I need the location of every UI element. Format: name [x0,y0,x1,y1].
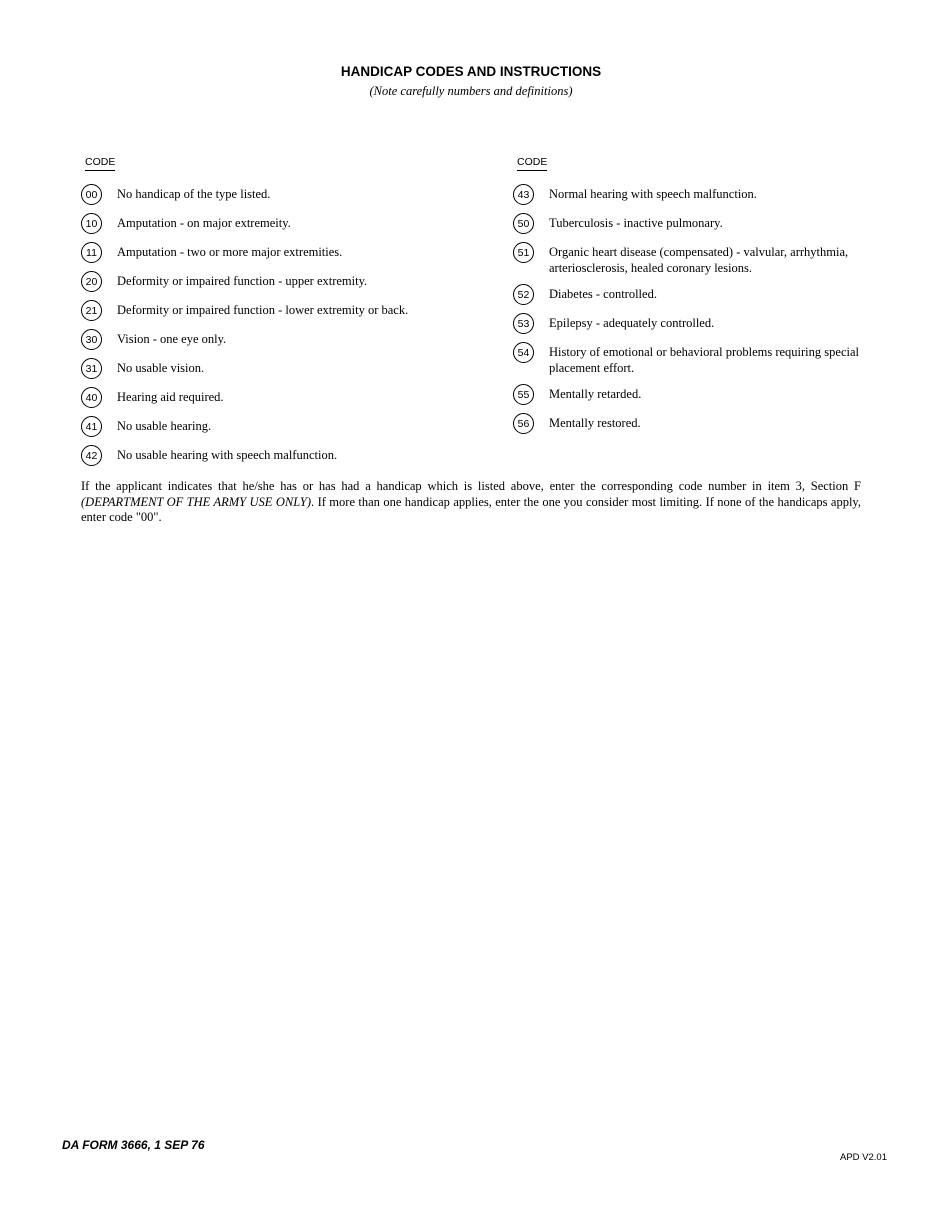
code-item [81,358,501,379]
code-item [513,284,873,305]
code-description: Epilepsy - adequately controlled. [549,316,715,330]
code-description: Amputation - two or more major extremities. [117,245,343,259]
code-description: No usable hearing with speech malfunction. [117,448,338,462]
code-number-badge: 53 [513,313,534,334]
instructions-italic-text: (DEPARTMENT OF THE ARMY USE ONLY) [81,494,312,509]
code-description: No usable hearing. [117,419,212,433]
code-item [513,242,873,276]
code-description: No handicap of the type listed. [117,187,271,201]
code-description: Deformity or impaired function - upper extremity. [117,274,368,288]
code-description: History of emotional or behavioral problems requiring special placement effort. [549,345,859,375]
code-number-badge: 30 [81,329,102,350]
code-number-badge: 54 [513,342,534,363]
code-item [513,384,873,405]
code-column-header: CODE [517,156,547,171]
code-number-badge: 50 [513,213,534,234]
page-subtitle: (Note carefully numbers and definitions) [369,84,573,98]
code-description: Tuberculosis - inactive pulmonary. [549,216,723,230]
code-item [81,329,501,350]
code-number-badge: 42 [81,445,102,466]
code-number-badge: 52 [513,284,534,305]
code-number-badge: 55 [513,384,534,405]
code-number-badge: 31 [81,358,102,379]
right-code-column [513,152,873,442]
code-description: No usable vision. [117,361,205,375]
code-item [81,213,501,234]
code-description: Normal hearing with speech malfunction. [549,187,757,201]
code-description: Mentally retarded. [549,387,642,401]
code-item [81,416,501,437]
code-number-badge: 41 [81,416,102,437]
code-number-badge: 21 [81,300,102,321]
code-item [513,413,873,434]
code-number-badge: 00 [81,184,102,205]
instructions-paragraph [81,479,861,526]
page-title: HANDICAP CODES AND INSTRUCTIONS [340,64,602,79]
code-item [513,213,873,234]
code-description: Amputation - on major extremeity. [117,216,291,230]
code-column-header: CODE [85,156,115,171]
version-label: APD V2.01 [840,1152,887,1163]
code-number-badge: 10 [81,213,102,234]
code-item [81,242,501,263]
code-number-badge: 43 [513,184,534,205]
code-description: Diabetes - controlled. [549,287,657,301]
code-item [513,313,873,334]
form-identifier: DA FORM 3666, 1 SEP 76 [62,1138,205,1152]
code-description: Vision - one eye only. [117,332,227,346]
instructions-text: . If more than one handicap applies, enter the one you consider most limiting. If none of the handicaps apply, enter code "00". [81,494,861,524]
code-item [81,271,501,292]
code-number-badge: 11 [81,242,102,263]
code-number-badge: 20 [81,271,102,292]
code-item [81,300,501,321]
code-number-badge: 56 [513,413,534,434]
code-item [81,445,501,466]
code-description: Organic heart disease (compensated) - valvular, arrhythmia, arteriosclerosis, healed coronary lesions. [549,245,849,275]
left-code-column [81,152,501,474]
code-item [513,342,873,376]
code-item [81,387,501,408]
code-item [513,184,873,205]
code-description: Mentally restored. [549,416,641,430]
code-description: Deformity or impaired function - lower extremity or back. [117,303,409,317]
code-description: Hearing aid required. [117,390,224,404]
code-number-badge: 51 [513,242,534,263]
code-item [81,184,501,205]
code-number-badge: 40 [81,387,102,408]
instructions-text: If the applicant indicates that he/she has or has had a handicap which is listed above, enter the corresponding code number in item 3, Section F [81,479,861,493]
